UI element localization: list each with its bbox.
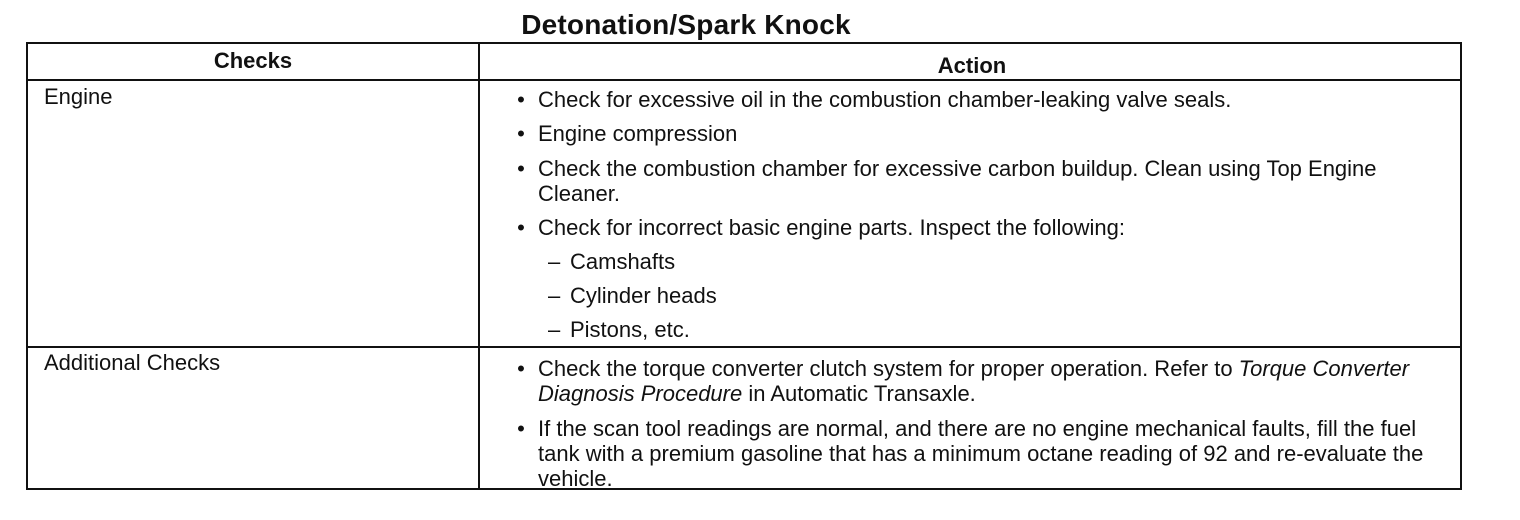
action-item xyxy=(517,121,1448,146)
sub-item xyxy=(548,283,717,308)
page-title: Detonation/Spark Knock xyxy=(521,9,851,40)
action-text: Check for excessive oil in the combustion chamber-leaking valve seals. xyxy=(538,87,1232,112)
dash-icon: – xyxy=(548,249,561,274)
sub-item xyxy=(548,317,690,342)
check-label-additional-checks: Additional Checks xyxy=(44,350,221,375)
bullet-icon: • xyxy=(517,215,525,240)
action-text-before: Check the torque converter clutch system for proper operation. Refer to xyxy=(538,356,1239,381)
column-divider xyxy=(478,44,480,488)
checks-column-header: Checks xyxy=(213,48,293,73)
bullet-icon: • xyxy=(517,416,525,441)
bullet-icon: • xyxy=(517,356,525,381)
action-text: Check for incorrect basic engine parts. Inspect the following: xyxy=(538,215,1125,240)
action-text: If the scan tool readings are normal, and there are no engine mechanical faults, fill the fuel tank with a premium gasoline that has a minimum octane reading of 92 and re-evaluate the vehicle. xyxy=(538,416,1424,491)
action-item xyxy=(517,156,1438,206)
action-item xyxy=(517,356,1438,406)
dash-icon: – xyxy=(548,317,561,342)
bullet-icon: • xyxy=(517,121,525,146)
sub-item xyxy=(548,249,675,274)
bullet-icon: • xyxy=(517,87,525,112)
row-divider xyxy=(28,346,1460,348)
sub-item-text: Pistons, etc. xyxy=(570,317,690,342)
action-text-after: in Automatic Transaxle. xyxy=(742,381,976,406)
action-item xyxy=(517,215,1448,240)
action-text-reference: Torque Converter Diagnosis Procedure xyxy=(538,356,1410,406)
action-item xyxy=(517,87,1448,112)
sub-item-text: Camshafts xyxy=(570,249,676,274)
action-item xyxy=(517,416,1443,491)
check-label-engine: Engine xyxy=(44,84,113,109)
header-divider xyxy=(28,79,1460,81)
dash-icon: – xyxy=(548,283,561,308)
action-text: Engine compression xyxy=(538,121,738,146)
action-column-header: Action xyxy=(937,53,1007,78)
action-text: Check the combustion chamber for excessive carbon buildup. Clean using Top Engine Cleaner. xyxy=(538,156,1377,206)
bullet-icon: • xyxy=(517,156,525,181)
sub-item-text: Cylinder heads xyxy=(570,283,717,308)
